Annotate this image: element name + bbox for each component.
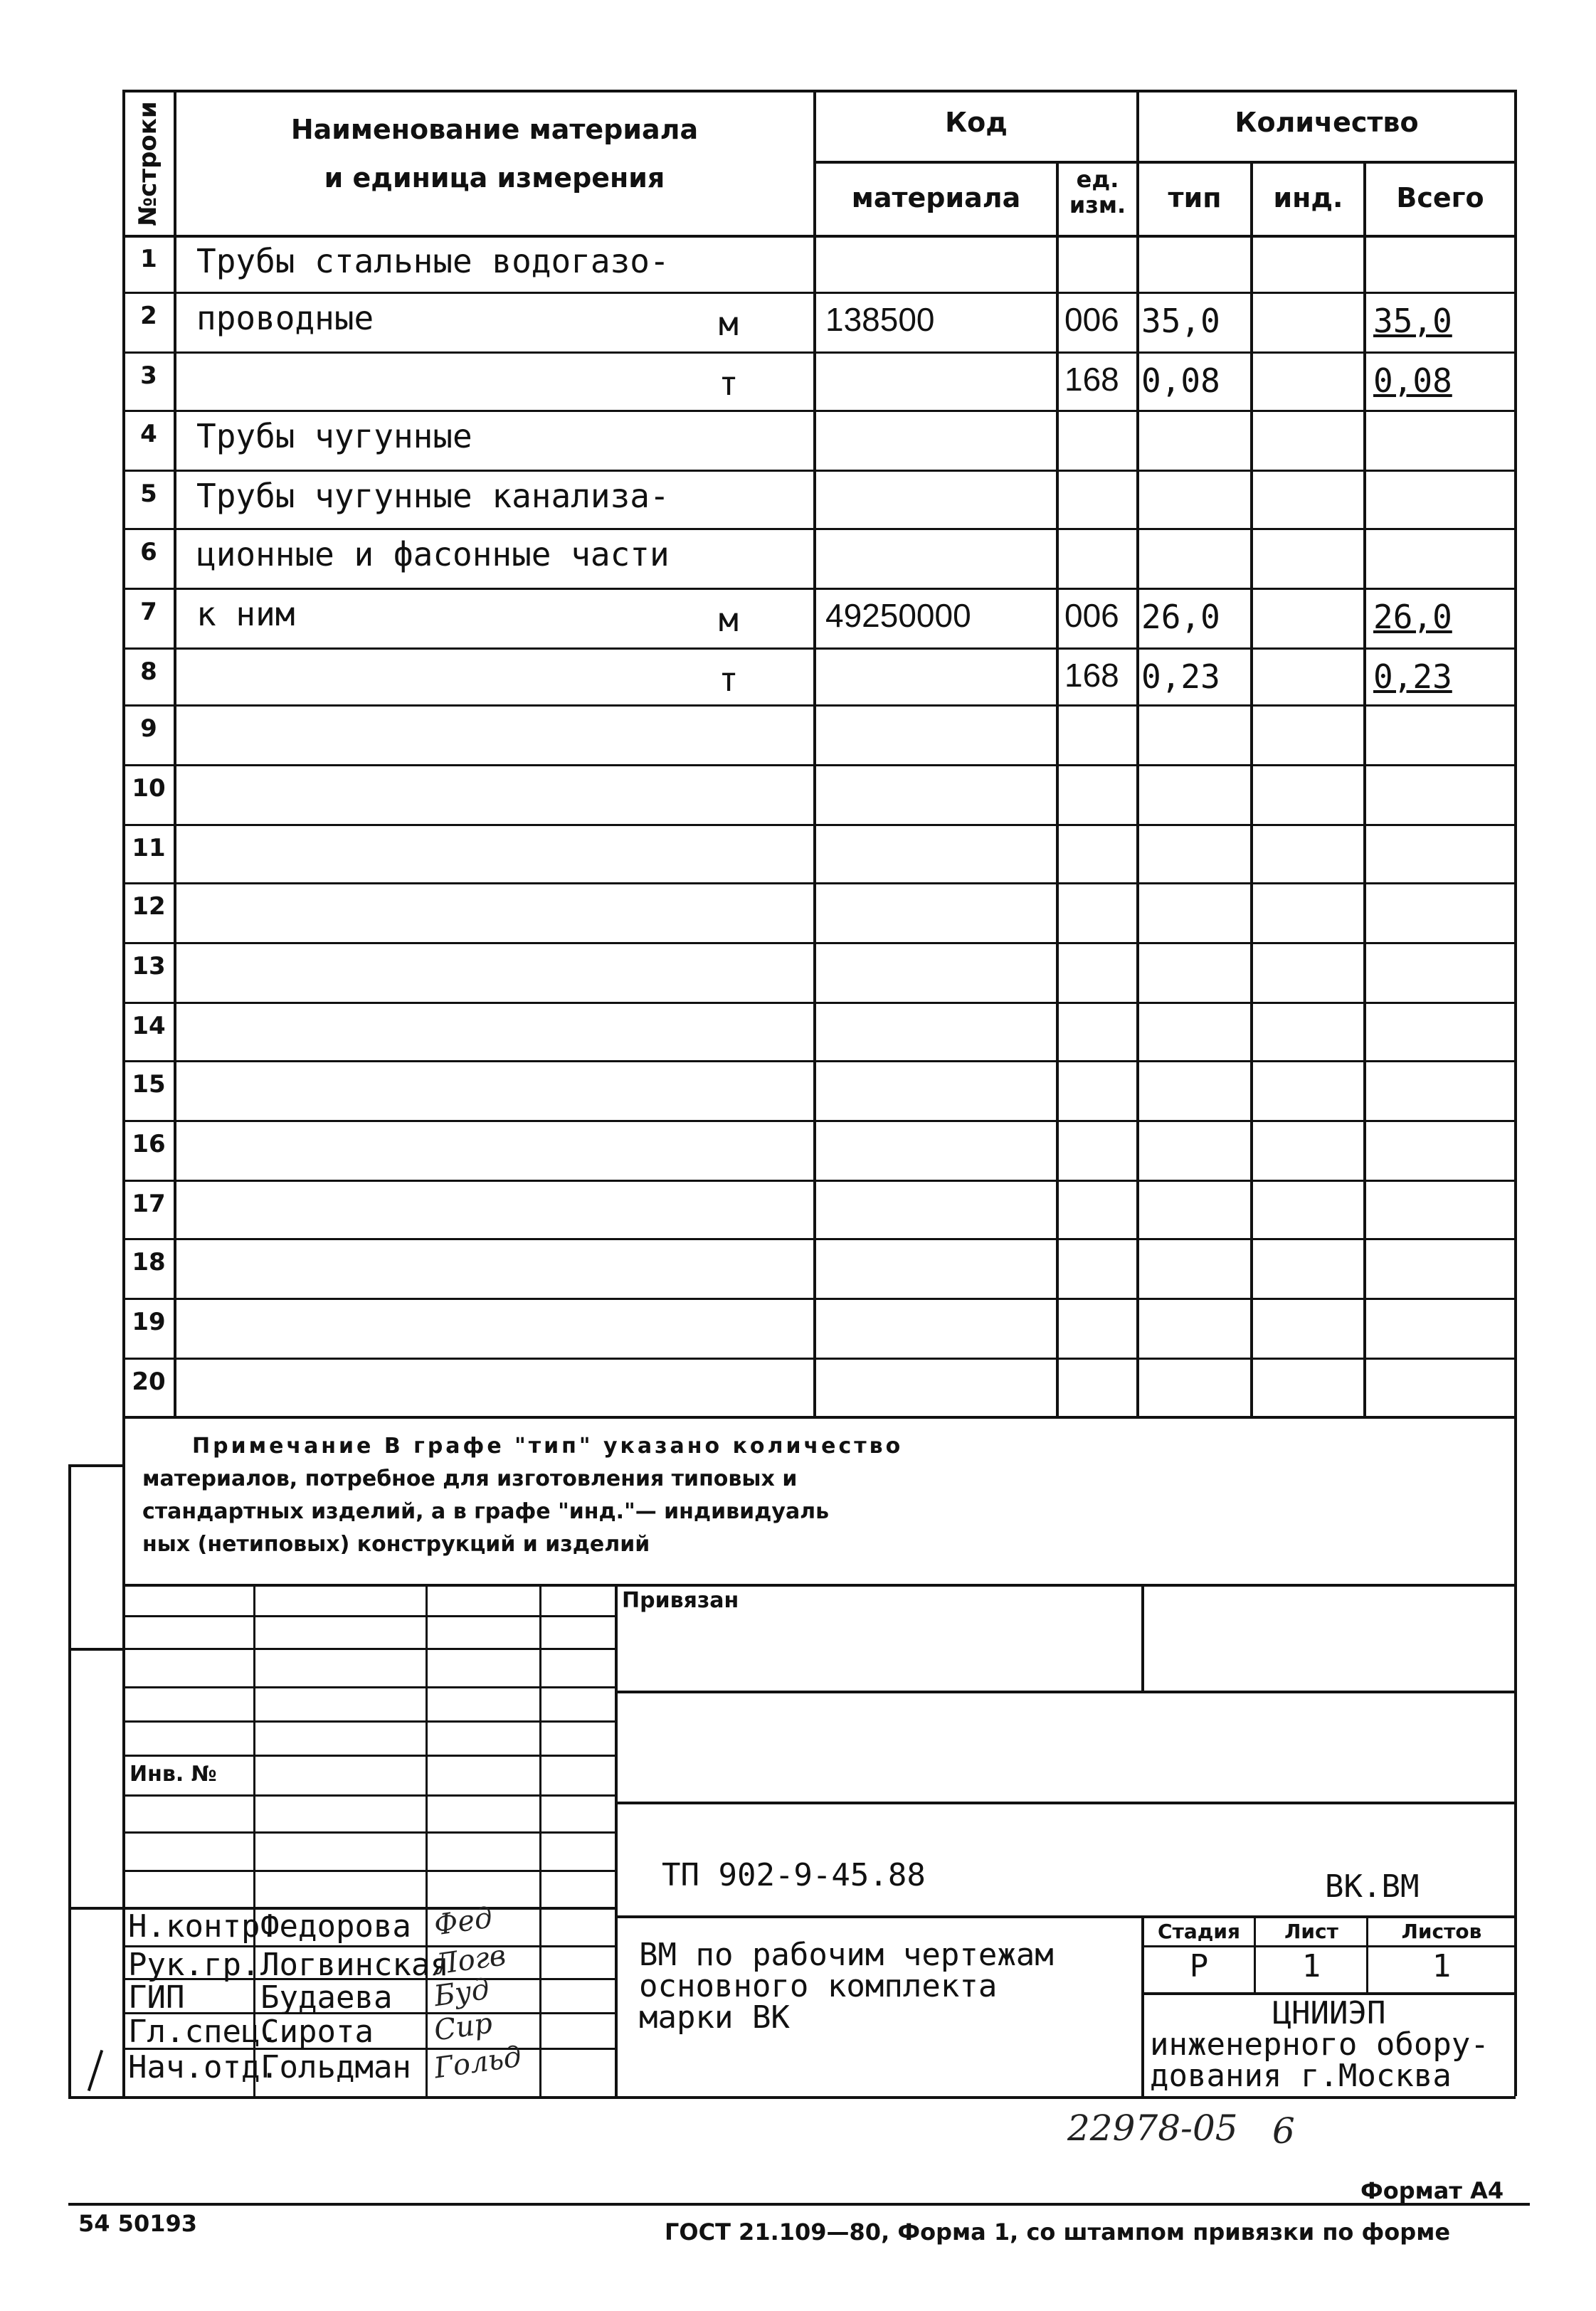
cell-ucode: 168 xyxy=(1064,657,1119,694)
cell-total: 35,0 xyxy=(1373,302,1452,340)
privyazan-label: Привязан xyxy=(622,1588,739,1613)
document-code: ТП 902-9-45.88 xyxy=(662,1857,926,1893)
header-code-material: материала xyxy=(851,182,1021,213)
stamp-bottom-border xyxy=(68,2096,1516,2099)
header-qty-type: тип xyxy=(1168,182,1222,213)
signer-role: Н.контр. xyxy=(128,1908,279,1945)
stage-label: Стадия xyxy=(1158,1920,1240,1943)
row-separator xyxy=(124,528,1516,530)
row-separator xyxy=(124,882,1516,884)
footer-rule xyxy=(68,2203,1530,2206)
signature: Логв xyxy=(432,1939,508,1982)
note-line-2: материалов, потребное для изготовления типовых и xyxy=(142,1466,798,1491)
header-row-number: №строки xyxy=(134,101,162,226)
signer-role: ГИП xyxy=(128,1979,185,2016)
sheets-value: 1 xyxy=(1432,1948,1452,1984)
stamp-privyazan-divider xyxy=(1141,1584,1144,1691)
col-ind-right xyxy=(1363,161,1366,1416)
stage-box-col2 xyxy=(1366,1915,1368,1992)
signer-name: Сирота xyxy=(260,2014,374,2050)
signer-name: Логвинская xyxy=(260,1947,449,1983)
signature: Фед xyxy=(432,1901,495,1942)
sheet-value: 1 xyxy=(1301,1948,1321,1984)
row-separator xyxy=(124,1120,1516,1122)
cell-n: 3 xyxy=(140,361,157,390)
cell-n: 4 xyxy=(140,420,157,448)
cell-unit: т xyxy=(719,364,739,403)
cell-name: Трубы стальные водогазо- xyxy=(196,242,670,280)
organization-line1: ЦНИИЭП xyxy=(1272,1995,1386,2031)
cell-ucode: 006 xyxy=(1064,301,1119,338)
signer-name: Федорова xyxy=(260,1908,411,1945)
page-number-handwritten: 6 xyxy=(1272,2110,1295,2152)
cell-n: 18 xyxy=(132,1248,166,1276)
cell-unit: т xyxy=(719,660,739,699)
signer-role: Нач.отд. xyxy=(128,2049,279,2085)
cell-n: 9 xyxy=(140,714,157,743)
sheet-title-line1: ВМ по рабочим чертежам xyxy=(639,1937,1054,1973)
binding-tick-3 xyxy=(68,1907,124,1910)
cell-n: 8 xyxy=(140,657,157,686)
row-separator xyxy=(124,1180,1516,1182)
sheet-label: Лист xyxy=(1284,1920,1338,1943)
stamp-grid-row xyxy=(124,1648,615,1650)
cell-n: 17 xyxy=(132,1190,166,1218)
binding-tick-2 xyxy=(68,1648,124,1651)
binding-margin-line xyxy=(68,1464,71,2096)
cell-ucode: 168 xyxy=(1064,361,1119,398)
cell-n: 5 xyxy=(140,480,157,508)
stamp-col-3 xyxy=(539,1584,541,2096)
cell-name: Трубы чугунные xyxy=(196,417,472,455)
stamp-privyazan-bottom xyxy=(615,1691,1516,1693)
cell-n: 13 xyxy=(132,952,166,980)
cell-n: 20 xyxy=(132,1368,166,1396)
cell-name: ционные и фасонные части xyxy=(196,535,670,573)
signature: Сир xyxy=(432,2006,495,2048)
stamp-grid-row xyxy=(124,1755,615,1757)
sheets-label: Листов xyxy=(1401,1920,1482,1943)
cell-n: 10 xyxy=(132,774,166,803)
cell-total: 0,08 xyxy=(1373,361,1452,400)
stage-box-col1 xyxy=(1254,1915,1256,1992)
archive-code: 54 50193 xyxy=(78,2210,197,2237)
signer-role: Рук.гр. xyxy=(128,1947,260,1983)
signer-role: Гл.спец. xyxy=(128,2014,279,2050)
stamp-grid-row xyxy=(124,1831,615,1834)
row-separator xyxy=(124,1002,1516,1004)
note-bottom-border xyxy=(124,1584,1516,1587)
col-type-right xyxy=(1250,161,1253,1416)
row-separator xyxy=(124,1238,1516,1240)
cell-n: 12 xyxy=(132,892,166,921)
signature: Буд xyxy=(432,1972,492,2014)
header-name-line1: Наименование материала xyxy=(290,114,699,145)
col-name-right xyxy=(813,90,816,1416)
cell-code: 138500 xyxy=(825,301,935,338)
stamp-grid-row xyxy=(124,1794,615,1797)
header-bottom-border xyxy=(124,235,1516,238)
cell-type: 26,0 xyxy=(1141,598,1220,636)
cell-n: 11 xyxy=(132,834,166,862)
row-separator xyxy=(124,764,1516,766)
header-qty-total: Всего xyxy=(1396,182,1484,213)
frame-right xyxy=(1514,90,1517,2096)
table-bottom-border xyxy=(124,1416,1516,1419)
row-separator xyxy=(124,351,1516,354)
row-separator xyxy=(124,1298,1516,1300)
col-rownum-right xyxy=(174,90,176,1416)
document-mark: ВК.ВМ xyxy=(1325,1868,1420,1905)
stamp-mid-line xyxy=(615,1802,1516,1804)
cell-unit: м xyxy=(719,305,739,343)
row-separator xyxy=(124,1060,1516,1062)
stamp-code-bottom xyxy=(615,1915,1516,1918)
inventory-number-label: Инв. № xyxy=(130,1762,217,1787)
cell-n: 19 xyxy=(132,1308,166,1336)
cell-name: Трубы чугунные канализа- xyxy=(196,477,670,515)
binding-slash-mark xyxy=(88,2050,103,2091)
stamp-col-2 xyxy=(426,1584,428,2096)
col-code-right xyxy=(1056,161,1059,1416)
cell-type: 0,08 xyxy=(1141,361,1220,400)
col-unit-right xyxy=(1136,90,1139,1416)
cell-type: 0,23 xyxy=(1141,657,1220,696)
cell-n: 2 xyxy=(140,302,157,330)
row-separator xyxy=(124,704,1516,707)
cell-n: 16 xyxy=(132,1130,166,1158)
header-code: Код xyxy=(945,107,1008,138)
cell-n: 6 xyxy=(140,538,157,566)
cell-name: к ним xyxy=(196,595,295,633)
row-separator xyxy=(124,942,1516,944)
stamp-col-4 xyxy=(615,1584,618,2096)
cell-n: 7 xyxy=(140,598,157,626)
header-mid-line xyxy=(813,161,1516,164)
header-qty-ind: инд. xyxy=(1273,182,1343,213)
cell-unit: м xyxy=(719,601,739,639)
cell-code: 49250000 xyxy=(825,597,971,634)
note-line-4: ных (нетиповых) конструкций и изделий xyxy=(142,1532,650,1557)
row-separator xyxy=(124,410,1516,412)
table-top-border xyxy=(124,90,1516,92)
inventory-number-handwritten: 22978-05 xyxy=(1067,2108,1238,2149)
stamp-grid-row xyxy=(124,1686,615,1688)
signature: Гольд xyxy=(432,2040,524,2085)
sheet-title-line2: основного комплекта xyxy=(639,1968,998,2004)
cell-type: 35,0 xyxy=(1141,302,1220,340)
header-quantity: Количество xyxy=(1235,107,1419,138)
cell-total: 0,23 xyxy=(1373,657,1452,696)
organization-line3: дования г.Москва xyxy=(1150,2058,1452,2094)
header-name-line2: и единица измерения xyxy=(324,162,665,194)
note-line-3: стандартных изделий, а в графе "инд."— индивидуаль xyxy=(142,1499,830,1524)
row-separator xyxy=(124,588,1516,590)
signer-name: Будаева xyxy=(260,1979,393,2016)
cell-n: 14 xyxy=(132,1012,166,1040)
sheet-title-line3: марки ВК xyxy=(639,1999,790,2036)
stage-value: Р xyxy=(1189,1948,1209,1984)
header-code-unit: ед. изм. xyxy=(1069,166,1126,218)
signer-name: Гольдман xyxy=(260,2049,411,2085)
row-separator xyxy=(124,1358,1516,1360)
row-separator xyxy=(124,292,1516,294)
stage-box-mid xyxy=(1141,1945,1514,1947)
stamp-grid-row xyxy=(124,1720,615,1723)
row-separator xyxy=(124,824,1516,826)
cell-n: 15 xyxy=(132,1070,166,1099)
cell-total: 26,0 xyxy=(1373,598,1452,636)
row-separator xyxy=(124,470,1516,472)
gost-reference: ГОСТ 21.109—80, Форма 1, со штампом привязки по форме xyxy=(665,2219,1451,2246)
cell-ucode: 006 xyxy=(1064,597,1119,634)
binding-tick-1 xyxy=(68,1464,124,1467)
stamp-grid-row xyxy=(124,1870,615,1872)
note-line-1: Примечание В графе "тип" указано количество xyxy=(192,1434,904,1459)
format-label: Формат А4 xyxy=(1360,2177,1504,2204)
cell-name: проводные xyxy=(196,299,374,337)
row-separator xyxy=(124,647,1516,650)
organization-line2: инженерного обору- xyxy=(1150,2026,1489,2063)
cell-n: 1 xyxy=(140,245,157,273)
stamp-grid-row xyxy=(124,1615,615,1617)
